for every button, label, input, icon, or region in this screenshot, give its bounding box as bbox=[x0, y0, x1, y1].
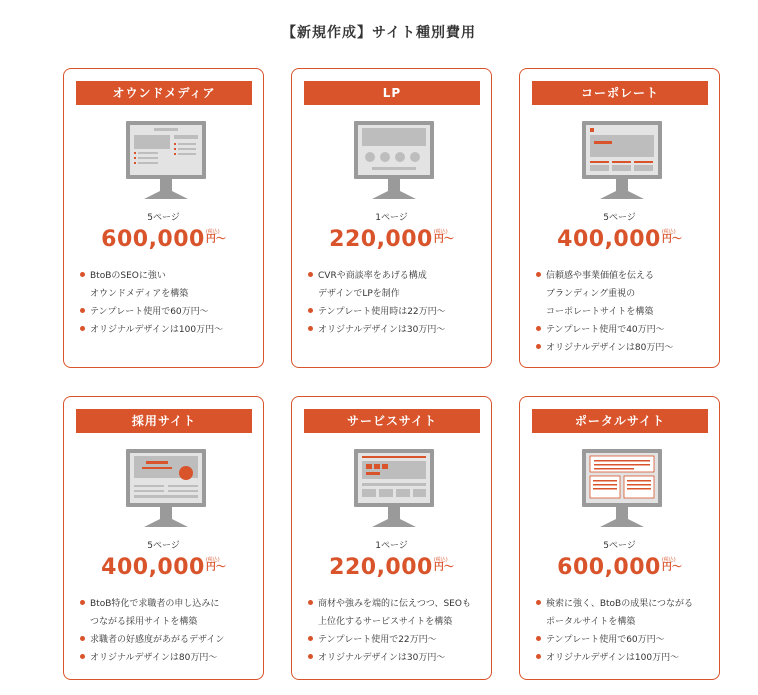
media-site-mockup-icon bbox=[120, 117, 212, 203]
card-title: 採用サイト bbox=[76, 409, 252, 433]
price-suffix bbox=[662, 558, 682, 573]
price-suffix bbox=[206, 230, 226, 245]
price-value: 220,000 bbox=[329, 555, 433, 580]
yen-label: 円〜 bbox=[433, 562, 454, 573]
pricing-card bbox=[519, 68, 720, 368]
price-suffix bbox=[434, 230, 454, 245]
price-row bbox=[292, 555, 491, 580]
feature-item bbox=[308, 649, 485, 667]
price-suffix bbox=[662, 230, 682, 245]
card-title: オウンドメディア bbox=[76, 81, 252, 105]
page-count: 1ページ bbox=[375, 213, 408, 223]
price-suffix bbox=[206, 558, 226, 573]
tax-label: (税込) bbox=[661, 557, 676, 563]
feature-item bbox=[308, 303, 485, 321]
card-title: ポータルサイト bbox=[532, 409, 708, 433]
tax-label: (税込) bbox=[205, 229, 220, 235]
price-value: 600,000 bbox=[101, 227, 205, 252]
feature-item bbox=[536, 631, 713, 649]
feature-item bbox=[80, 321, 257, 339]
feature-text: オリジナルデザインは80万円〜 bbox=[90, 653, 218, 663]
feature-item bbox=[80, 649, 257, 667]
feature-item bbox=[308, 321, 485, 339]
page-count: 5ページ bbox=[147, 213, 180, 223]
yen-label: 円〜 bbox=[661, 234, 682, 245]
feature-text: コーポレートサイトを構築 bbox=[546, 307, 654, 317]
page-count: 5ページ bbox=[147, 541, 180, 551]
price-row bbox=[292, 227, 491, 252]
pricing-card bbox=[291, 396, 492, 680]
feature-list bbox=[536, 267, 713, 357]
price-value: 220,000 bbox=[329, 227, 433, 252]
feature-item bbox=[308, 267, 485, 303]
feature-item bbox=[536, 321, 713, 339]
feature-text: 商材や強みを端的に伝えつつ、SEOも bbox=[318, 599, 471, 609]
tax-label: (税込) bbox=[433, 557, 448, 563]
feature-list bbox=[308, 267, 485, 339]
feature-text: テンプレート使用で22万円〜 bbox=[318, 635, 437, 645]
feature-text: オリジナルデザインは30万円〜 bbox=[318, 653, 446, 663]
card-title: サービスサイト bbox=[304, 409, 480, 433]
feature-text: つながる採用サイトを構築 bbox=[90, 617, 198, 627]
page-title: 【新規作成】サイト種別費用 bbox=[281, 25, 477, 41]
landing-page-mockup-icon bbox=[348, 117, 440, 203]
tax-label: (税込) bbox=[661, 229, 676, 235]
yen-label: 円〜 bbox=[433, 234, 454, 245]
feature-text: テンプレート使用で40万円〜 bbox=[546, 325, 665, 335]
price-value: 400,000 bbox=[557, 227, 661, 252]
feature-text: 検索に強く、BtoBの成果につながる bbox=[546, 599, 694, 609]
price-value: 600,000 bbox=[557, 555, 661, 580]
feature-text: テンプレート使用で60万円〜 bbox=[90, 307, 209, 317]
feature-item bbox=[80, 303, 257, 321]
feature-item bbox=[308, 631, 485, 649]
feature-item bbox=[80, 267, 257, 303]
pricing-card bbox=[519, 396, 720, 680]
portal-site-mockup-icon bbox=[576, 445, 668, 531]
card-title: LP bbox=[304, 81, 480, 105]
page-count: 1ページ bbox=[375, 541, 408, 551]
feature-text: 信頼感や事業価値を伝える bbox=[546, 271, 655, 281]
price-row bbox=[520, 555, 719, 580]
feature-text: オリジナルデザインは100万円〜 bbox=[546, 653, 680, 663]
feature-text: テンプレート使用時は22万円〜 bbox=[318, 307, 446, 317]
price-suffix bbox=[434, 558, 454, 573]
pricing-card bbox=[63, 396, 264, 680]
tax-label: (税込) bbox=[433, 229, 448, 235]
feature-text: デザインでLPを制作 bbox=[318, 289, 400, 299]
tax-label: (税込) bbox=[205, 557, 220, 563]
yen-label: 円〜 bbox=[661, 562, 682, 573]
feature-text: 上位化するサービスサイトを構築 bbox=[318, 617, 453, 627]
page-count: 5ページ bbox=[603, 541, 636, 551]
feature-item bbox=[536, 339, 713, 357]
feature-text: オリジナルデザインは100万円〜 bbox=[90, 325, 224, 335]
feature-text: ブランディング重視の bbox=[546, 289, 636, 299]
feature-text: 求職者の好感度があがるデザイン bbox=[90, 635, 225, 645]
recruit-site-mockup-icon bbox=[120, 445, 212, 531]
pricing-card bbox=[291, 68, 492, 368]
price-row bbox=[520, 227, 719, 252]
feature-item bbox=[80, 631, 257, 649]
feature-item bbox=[536, 595, 713, 631]
feature-item bbox=[80, 595, 257, 631]
feature-list bbox=[80, 595, 257, 667]
feature-text: ポータルサイトを構築 bbox=[546, 617, 636, 627]
feature-text: BtoB特化で求職者の申し込みに bbox=[90, 599, 220, 609]
feature-text: CVRや商談率をあげる構成 bbox=[318, 271, 427, 281]
feature-text: テンプレート使用で60万円〜 bbox=[546, 635, 665, 645]
feature-text: オリジナルデザインは30万円〜 bbox=[318, 325, 446, 335]
page-count: 5ページ bbox=[603, 213, 636, 223]
feature-text: BtoBのSEOに強い bbox=[90, 271, 166, 281]
yen-label: 円〜 bbox=[205, 562, 226, 573]
price-row bbox=[64, 227, 263, 252]
yen-label: 円〜 bbox=[205, 234, 226, 245]
price-row bbox=[64, 555, 263, 580]
price-value: 400,000 bbox=[101, 555, 205, 580]
feature-list bbox=[80, 267, 257, 339]
feature-text: オリジナルデザインは80万円〜 bbox=[546, 343, 674, 353]
service-site-mockup-icon bbox=[348, 445, 440, 531]
feature-item bbox=[536, 649, 713, 667]
feature-list bbox=[536, 595, 713, 667]
feature-item bbox=[536, 267, 713, 321]
corporate-site-mockup-icon bbox=[576, 117, 668, 203]
pricing-card bbox=[63, 68, 264, 368]
feature-text: オウンドメディアを構築 bbox=[90, 289, 189, 299]
card-title: コーポレート bbox=[532, 81, 708, 105]
feature-list bbox=[308, 595, 485, 667]
feature-item bbox=[308, 595, 485, 631]
